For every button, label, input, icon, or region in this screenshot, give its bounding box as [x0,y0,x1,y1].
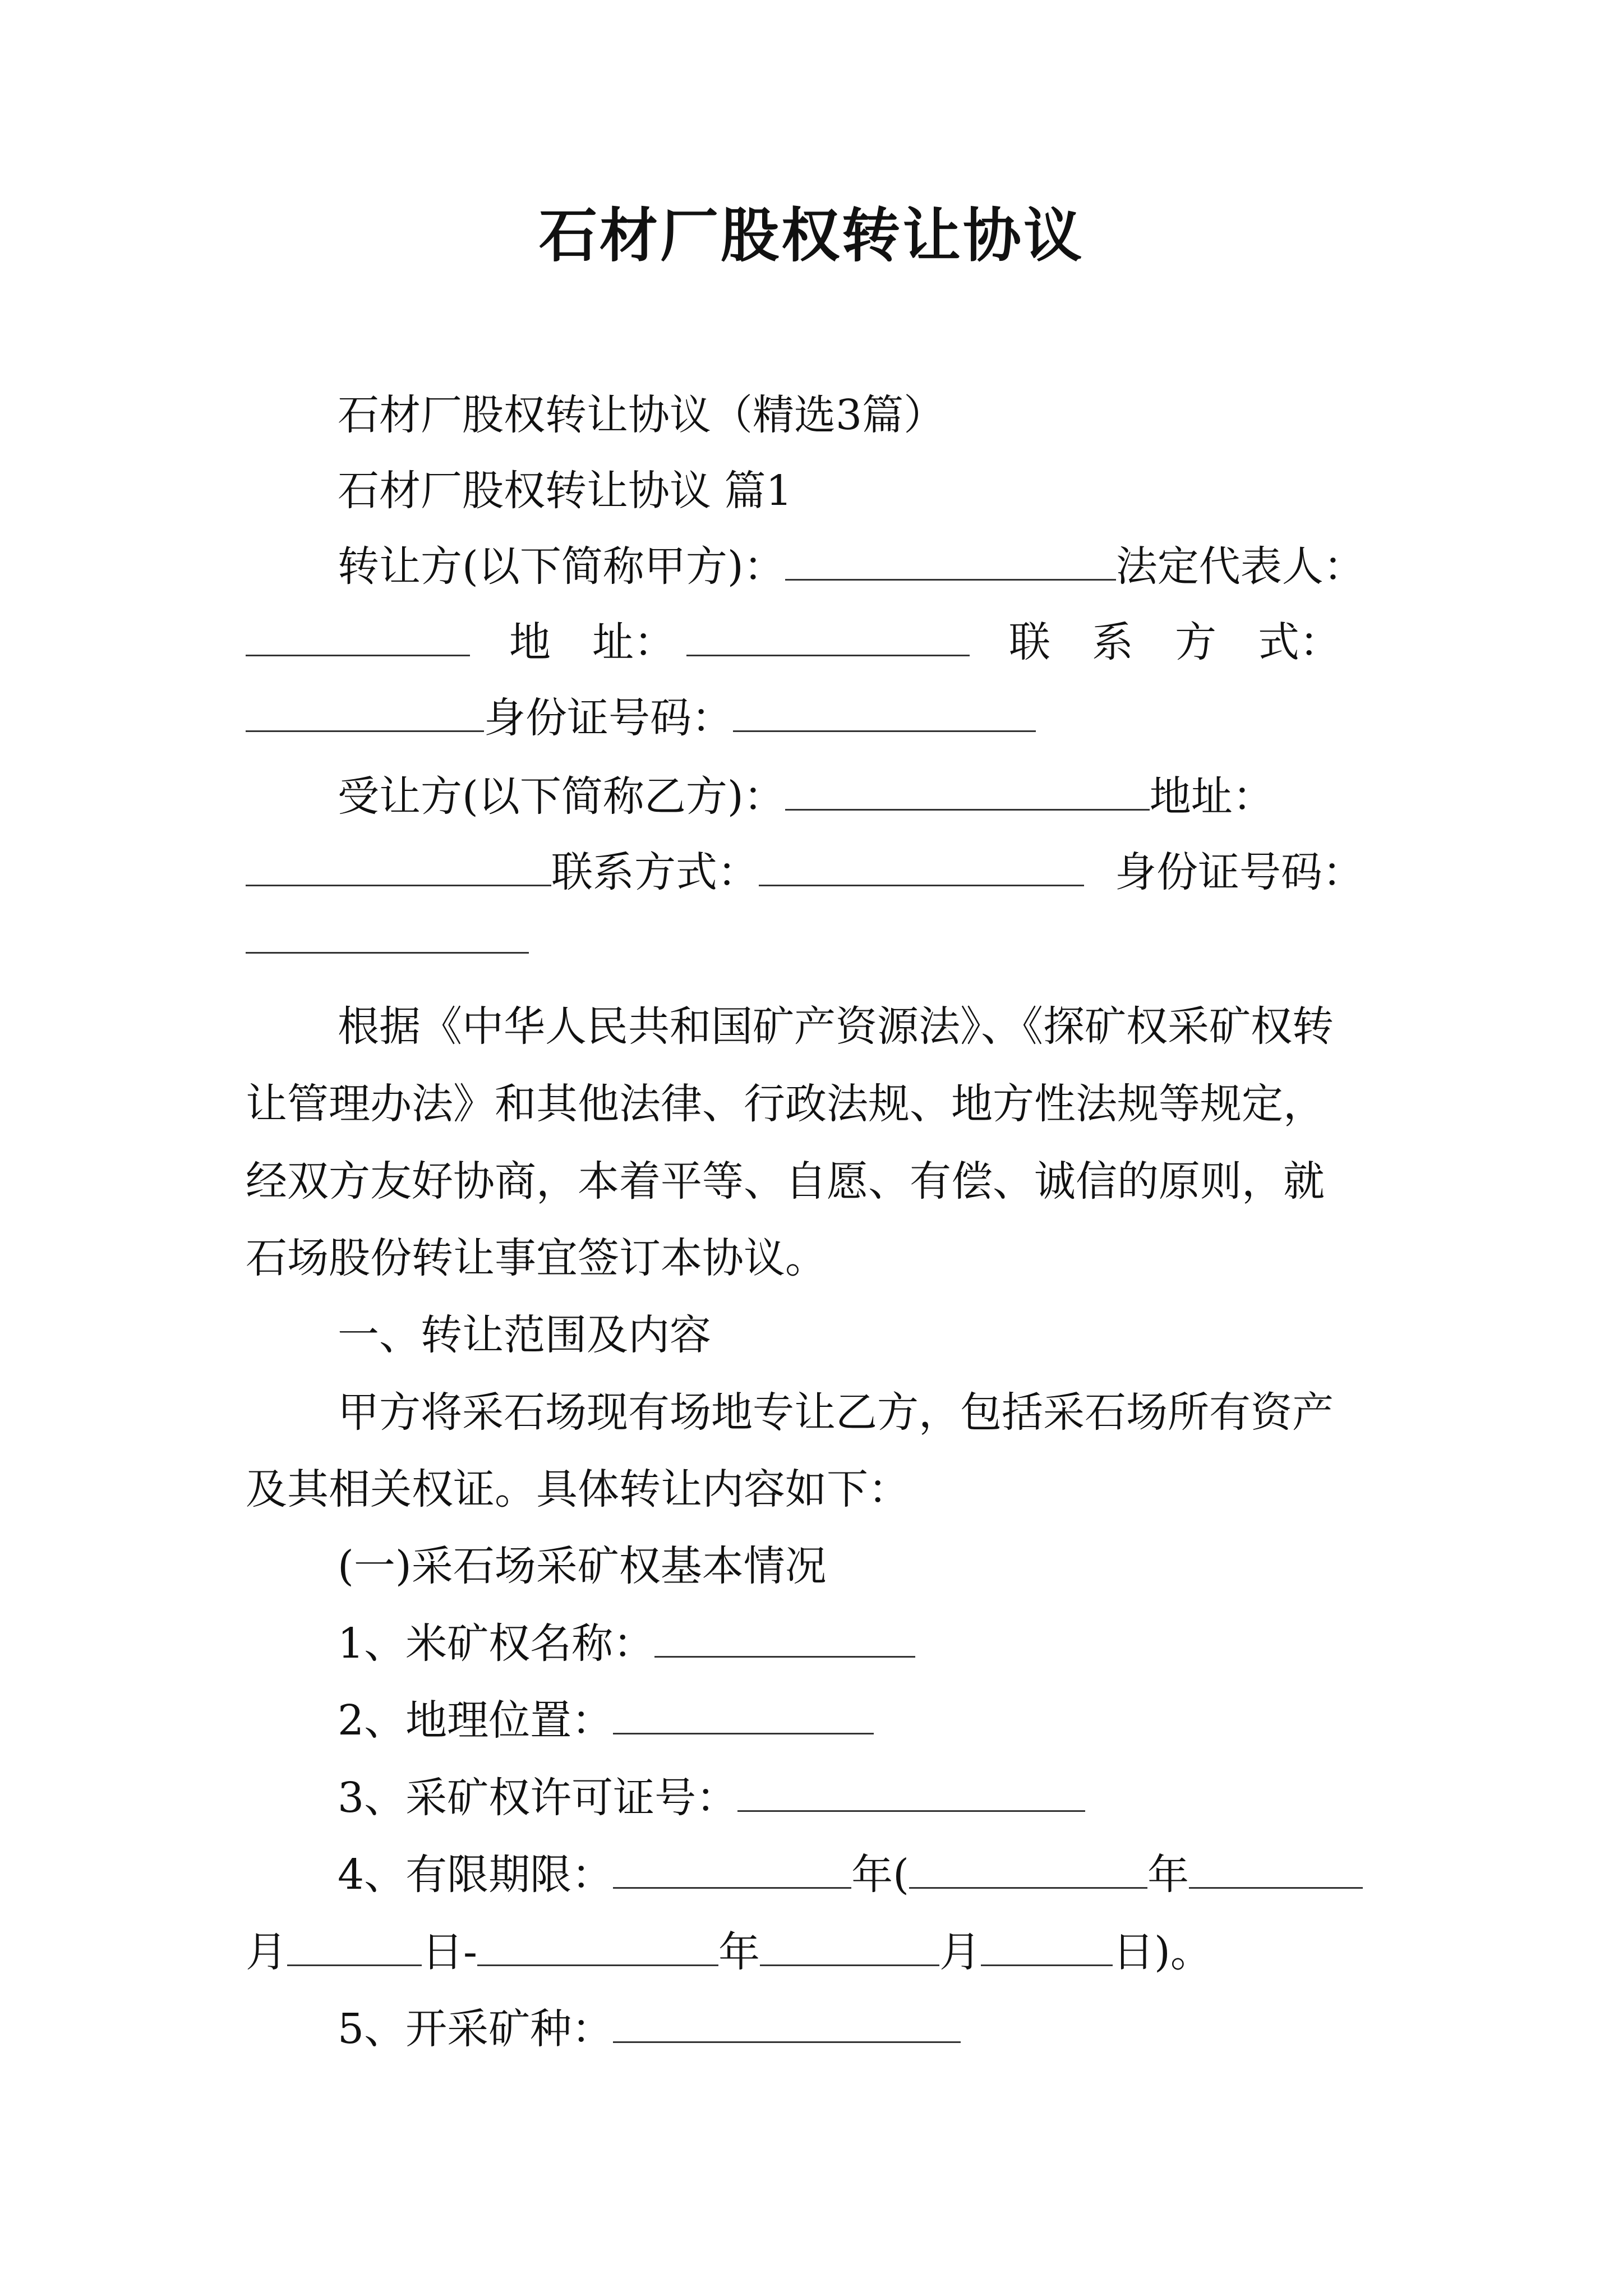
item-4-blank-2 [909,1852,1147,1889]
transferee-line [338,769,1274,825]
transferor-name-blank [785,544,1116,581]
item-4-blank-3 [1189,1852,1363,1889]
document-title: 石材厂股权转让协议 [538,201,1084,270]
transferor-contact-blank [246,696,484,732]
item-4-month-2: 月 [939,1928,981,1976]
subsection-1-heading: (一)采石场采矿权基本情况 [338,1542,827,1590]
item-4-label: 4、有限期限： [338,1851,614,1899]
item-4-day: 日- [422,1928,478,1976]
transferor-contact-label: 联 系 方 式： [1009,618,1341,666]
transferor-id-label: 身份证号码： [484,694,733,742]
item-4-blank-6 [760,1930,939,1966]
section-1-text-2: 及其相关权证。具体转让内容如下： [246,1465,910,1513]
item-3-label: 3、采矿权许可证号： [338,1774,738,1822]
item-1-label: 1、米矿权名称： [338,1619,655,1668]
item-4-end: 日)。 [1113,1928,1212,1976]
item-2 [338,1692,874,1749]
item-4-blank-4 [287,1930,422,1966]
transferee-id-line [246,912,529,968]
transferor-address-line [246,614,1341,670]
item-3 [338,1770,1085,1826]
intro-line-4: 石场股份转让事宜签订本协议。 [246,1234,827,1282]
item-2-blank [613,1698,874,1734]
intro-line-1: 根据《中华人民共和国矿产资源法》、《探矿权采矿权转 [338,1002,1334,1051]
transferee-contact-label: 联系方式： [551,848,759,896]
transferee-address-blank [246,850,551,886]
transferee-label: 受让方(以下简称乙方)： [338,772,785,821]
section-1-heading: 一、转让范围及内容 [338,1311,711,1359]
item-4-year-2: 年 [718,1928,760,1976]
item-5-label: 5、开采矿种： [338,2005,614,2053]
item-4-blank-7 [981,1930,1113,1966]
transferor-id-blank [733,696,1036,732]
item-4-cont [246,1924,1212,1980]
transferor-label: 转让方(以下简称甲方)： [338,542,785,591]
transferee-contact-line [246,844,1364,900]
item-4-blank-5 [477,1930,718,1966]
item-3-blank [737,1775,1085,1812]
item-4-month: 月 [246,1928,287,1976]
section-1-text-1: 甲方将采石场现有场地专让乙方，包括采石场所有资产 [338,1388,1334,1437]
transferee-name-blank [785,774,1150,811]
intro-line-3: 经双方友好协商，本着平等、自愿、有偿、诚信的原则，就 [246,1157,1325,1205]
transferee-contact-blank [759,850,1084,886]
subtitle: 石材厂股权转让协议（精选3篇） [338,391,946,439]
transferor-id-line [246,690,1036,746]
legal-rep-blank [246,620,470,656]
transferee-id-blank [246,917,529,954]
item-1-blank [654,1621,915,1658]
transferor-line [338,539,1365,595]
item-4-blank-1 [613,1852,851,1889]
item-5 [338,2001,961,2057]
transferor-address-label: 地 址： [509,618,675,666]
transferor-address-blank [686,620,970,656]
item-5-blank [613,2007,961,2043]
intro-line-2: 让管理办法》和其他法律、行政法规、地方性法规等规定， [246,1080,1325,1128]
item-1 [338,1616,915,1672]
item-4-year-open: 年( [851,1851,909,1899]
item-4-year: 年 [1147,1851,1189,1899]
legal-rep-label: 法定代表人： [1115,542,1365,591]
item-4 [338,1847,1363,1903]
transferee-address-label: 地址： [1149,772,1274,821]
part-heading: 石材厂股权转让协议 篇1 [338,467,792,515]
item-2-label: 2、地理位置： [338,1696,614,1745]
transferee-id-label: 身份证号码： [1115,848,1364,896]
